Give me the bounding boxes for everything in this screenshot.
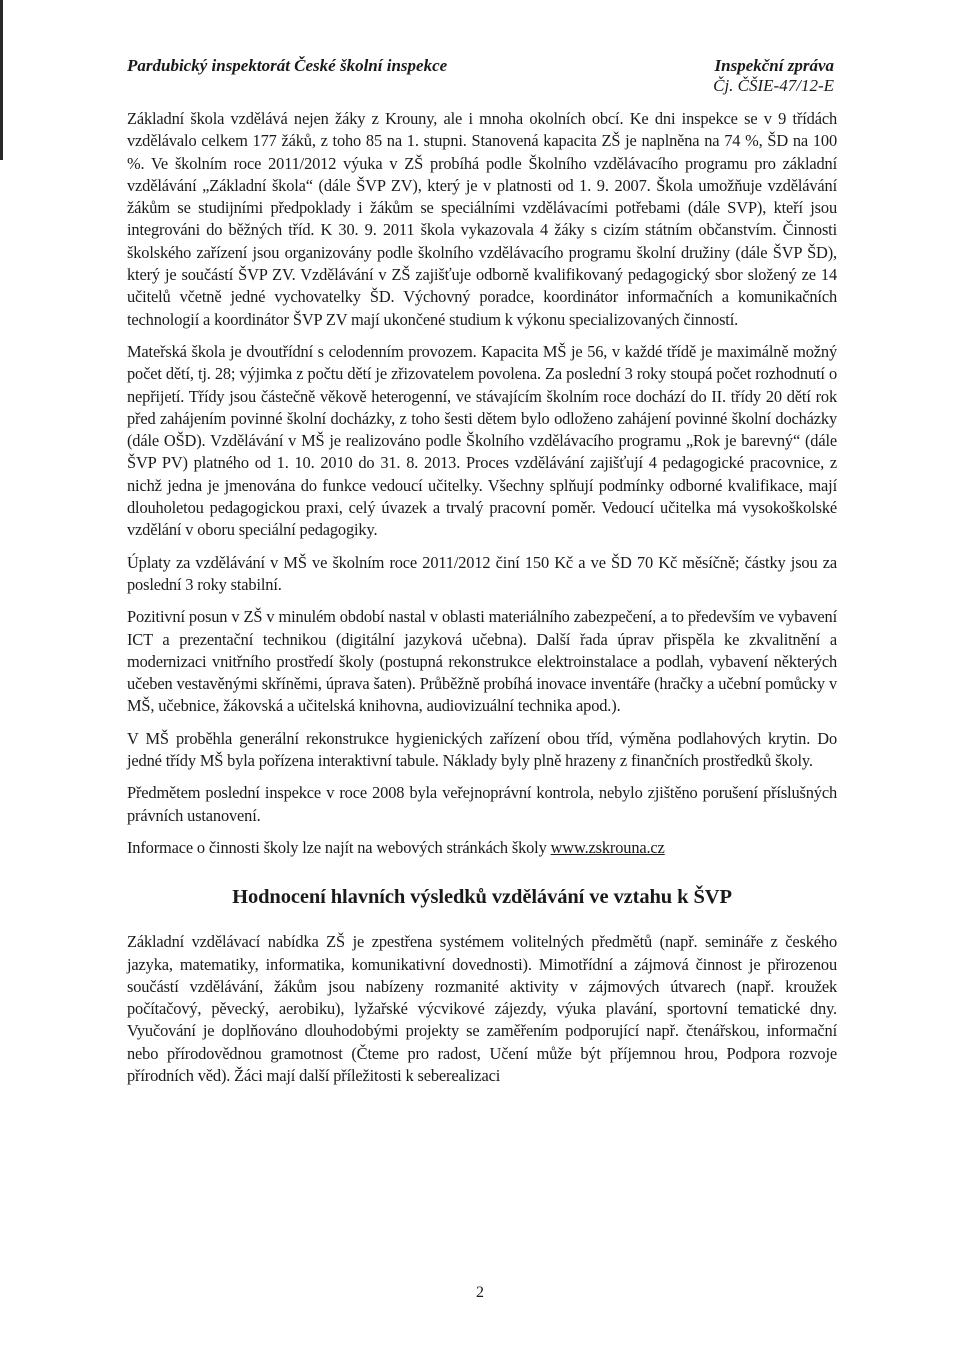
school-website-link[interactable]: www.zskrouna.cz <box>550 837 665 857</box>
website-info-text: Informace o činnosti školy lze najít na webových stránkách školy <box>127 837 551 857</box>
paragraph-previous-inspection: Předmětem poslední inspekce v roce 2008 byla veřejnoprávní kontrola, nebylo zjištěno porušení příslušných právních ustanovení. <box>127 783 837 825</box>
page-number: 2 <box>476 1284 484 1301</box>
paragraph-website-info <box>127 837 837 859</box>
header-reference-number: Čj. ČŠIE-47/12-E <box>713 76 834 95</box>
paragraph-educational-offer: Základní vzdělávací nabídka ZŠ je zpestřena systémem volitelných předmětů (např. semináře z českého jazyka, matematiky, informatika, komunikativní dovednosti). Mimotřídní a zájmová činnost je přirozenou součástí vzdělávání, žákům jsou nabízeny rozmanité aktivity v zájmových útvarech (např. kroužek počítačový, pěvecký, aerobiku), lyžařské výcvikové zájezdy, výuka plavání, sportovní tematické dny. Vyučování je doplňováno dlouhodobými projekty se zaměřením podporující např. čtenářskou, informační nebo přírodovědnou gramotnost (Čteme pro radost, Učení může být příjemnou hrou, Podpora rozvoje přírodních věd). Žáci mají další příležitosti k seberealizaci <box>127 932 837 1085</box>
header-report-info <box>713 56 834 96</box>
header-institution: Pardubický inspektorát České školní inspekce <box>127 56 448 75</box>
paragraph-material-improvements: Pozitivní posun v ZŠ v minulém období nastal v oblasti materiálního zabezpečení, a to především ve vybavení ICT a prezentační technikou (digitální jazyková učebna). Další řada úprav přispěla ke zkvalitnění a modernizaci vnitřního prostředí školy (postupná rekonstrukce elektroinstalace a podlah, vybavení některých učeben vestavěnými skříněmi, úprava šaten). Průběžně probíhá inovace inventáře (hračky a učební pomůcky v MŠ, učebnice, žákovská a učitelská knihovna, audiovizuální technika apod.). <box>127 607 837 716</box>
scan-edge-mark <box>0 0 3 160</box>
page-header <box>127 56 834 102</box>
paragraph-kindergarten: Mateřská škola je dvoutřídní s celodenním provozem. Kapacita MŠ je 56, v každé třídě je maximálně možný počet dětí, tj. 28; výjimka z počtu dětí je zřizovatelem povolena. Za poslední 3 roky stoupá počet rozhodnutí o nepřijetí. Třídy jsou částečně věkově heterogenní, ve stávajícím školním roce dochází do II. třídy 20 dětí rok před zahájením povinné školní docházky, z toho šesti dětem bylo odloženo zahájení povinné školní docházky (dále OŠD). Vzdělávání v MŠ je realizováno podle Školního vzdělávacího programu „Rok je barevný“ (dále ŠVP PV) platného od 1. 10. 2010 do 31. 8. 2013. Proces vzdělávání zajišťují 4 pedagogické pracovnice, z nichž jedna je jmenována do funkce vedoucí učitelky. Všechny splňují podmínky odborné kvalifikace, mají dlouholetou pedagogickou praxi, celý úvazek a trvalý pracovní poměr. Vedoucí učitelka má vysokoškolské vzdělání v oboru speciální pedagogiky. <box>127 341 837 540</box>
header-report-title: Inspekční zpráva <box>714 56 834 75</box>
paragraph-school-overview: Základní škola vzdělává nejen žáky z Krouny, ale i mnoha okolních obcí. Ke dni inspekce se v 9 třídách vzdělávalo celkem 177 žáků, z toho 85 na 1. stupni. Stanovená kapacita ZŠ je naplněna na 74 %, ŠD na 100 %. Ve školním roce 2011/2012 výuka v ZŠ probíhá podle Školního vzdělávacího programu pro základní vzdělávání „Základní škola“ (dále ŠVP ZV), který je v platnosti od 1. 9. 2007. Škola umožňuje vzdělávání žákům se studijními předpoklady i žákům se speciálními vzdělávacími potřebami (dále SVP), kteří jsou integrováni do běžných tříd. K 30. 9. 2011 škola vykazovala 4 žáky s cizím státním občanstvím. Činnosti školského zařízení jsou organizovány podle školního vzdělávacího programu školní družiny (dále ŠVP ŠD), který je součástí ŠVP ZV. Vzdělávání v ZŠ zajišťuje odborně kvalifikovaný pedagogický sbor složený ze 14 učitelů včetně jedné vychovatelky ŠD. Výchovný poradce, koordinátor informačních a komunikačních technologií a koordinátor ŠVP ZV mají ukončené studium k výkonu specializovaných činností. <box>127 109 837 329</box>
section-heading: Hodnocení hlavních výsledků vzdělávání ve vztahu k ŠVP <box>232 886 732 909</box>
paragraph-kindergarten-renovation: V MŠ proběhla generální rekonstrukce hygienických zařízení obou tříd, výměna podlahových krytin. Do jedné třídy MŠ byla pořízena interaktivní tabule. Náklady byly plně hrazeny z finančních prostředků školy. <box>127 728 837 771</box>
document-body <box>127 108 837 1097</box>
paragraph-fees: Úplaty za vzdělávání v MŠ ve školním roce 2011/2012 činí 150 Kč a ve ŠD 70 Kč měsíčně; částky jsou za poslední 3 roky stabilní. <box>127 552 837 594</box>
